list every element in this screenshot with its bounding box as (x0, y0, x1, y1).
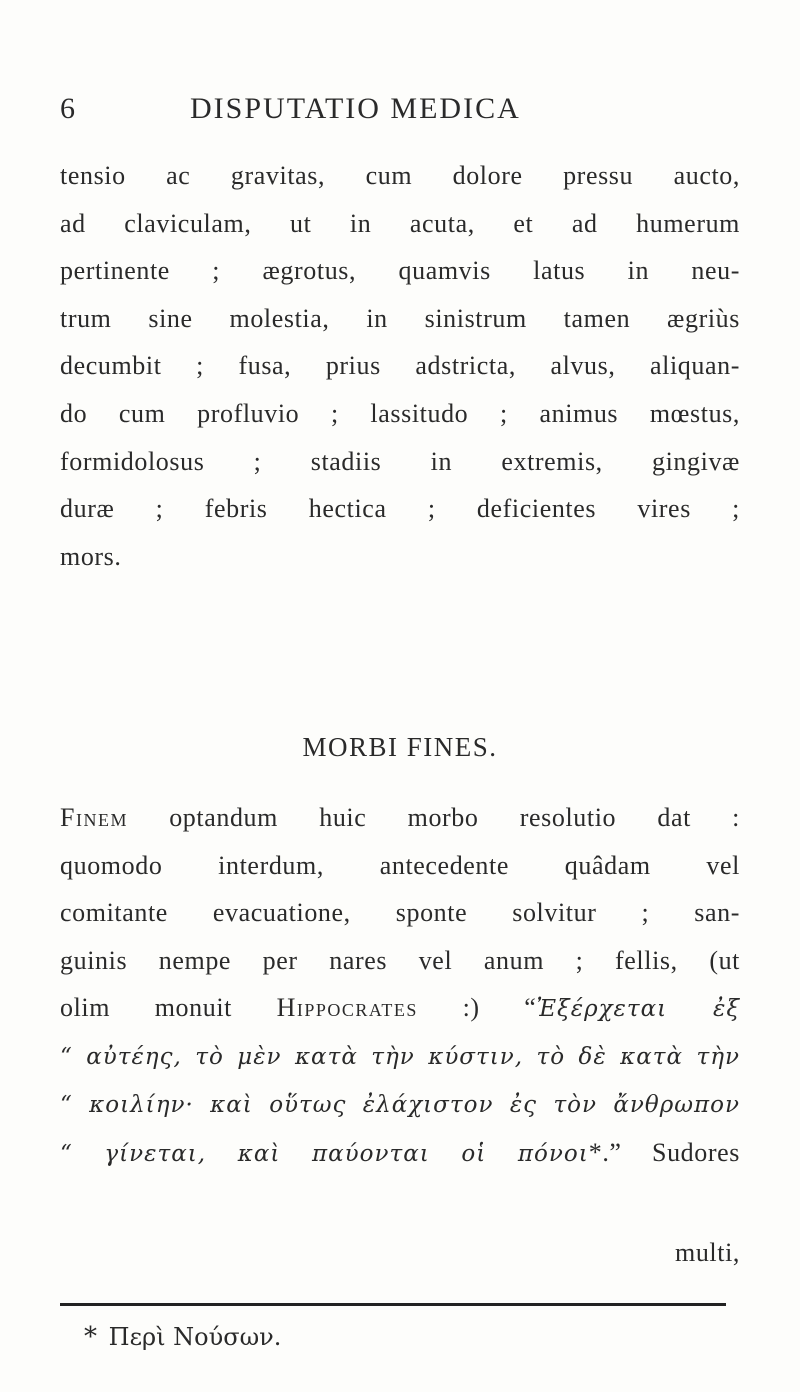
text-line: mors. (60, 541, 122, 571)
footnote-text: Περὶ Νούσων. (108, 1323, 282, 1351)
catchword: multi, (675, 1238, 740, 1267)
footnote (84, 1322, 281, 1352)
running-title: DISPUTATIO MEDICA (190, 92, 521, 125)
greek-quote-line: “ κοιλίην· καὶ οὕτως ἐλάχιστον ἐς τὸν ἄνθρωπον (60, 1091, 740, 1118)
text-line: pertinente ; ægrotus, quamvis latus in neu- (60, 256, 740, 286)
greek-quote: Ἐξέρχεται ἐξ (536, 996, 741, 1023)
text-line: ad claviculam, ut in acuta, et ad humerum (60, 208, 740, 238)
text-line (60, 984, 740, 1034)
footnote-rule (60, 1303, 726, 1306)
text-line: comitante evacuatione, sponte solvitur ; san- (60, 898, 740, 928)
running-head (0, 92, 800, 132)
section-heading: MORBI FINES. (302, 732, 498, 762)
author-name: Hippocrates (276, 993, 418, 1023)
text-line: guinis nempe per nares vel anum ; fellis, (ut (60, 945, 740, 975)
text-span: optandum huic morbo resolutio dat : (127, 803, 740, 832)
footnote-mark: * (84, 1322, 97, 1352)
text-line: formidolosus ; stadiis in extremis, gingivæ (60, 446, 740, 476)
initial-word: Finem (60, 803, 128, 832)
text-line (60, 1129, 740, 1179)
greek-quote: “ γίνεται, καὶ παύονται οἱ πόνοι (60, 1141, 589, 1168)
paragraph-symptoms (60, 152, 740, 580)
paragraph-fines (60, 794, 740, 1179)
text-line: tensio ac gravitas, cum dolore pressu aucto, (60, 161, 740, 190)
text-line: trum sine molestia, in sinistrum tamen ægriùs (60, 303, 740, 333)
page-number: 6 (60, 92, 76, 125)
text-line: decumbit ; fusa, prius adstricta, alvus, aliquan- (60, 351, 740, 381)
greek-quote-line: “ αὐτέης, τὸ μὲν κατὰ τὴν κύστιν, τὸ δὲ κατὰ τὴν (60, 1043, 740, 1070)
text-line: do cum profluvio ; lassitudo ; animus mœstus, (60, 398, 740, 428)
text-line: quomodo interdum, antecedente quâdam vel (60, 850, 740, 880)
text-span: *.” Sudores (588, 1138, 740, 1168)
text-span: :) “ (417, 993, 537, 1023)
text-line: duræ ; febris hectica ; deficientes vires ; (60, 494, 740, 524)
text-span: olim monuit (60, 993, 277, 1023)
text-line (60, 794, 740, 842)
